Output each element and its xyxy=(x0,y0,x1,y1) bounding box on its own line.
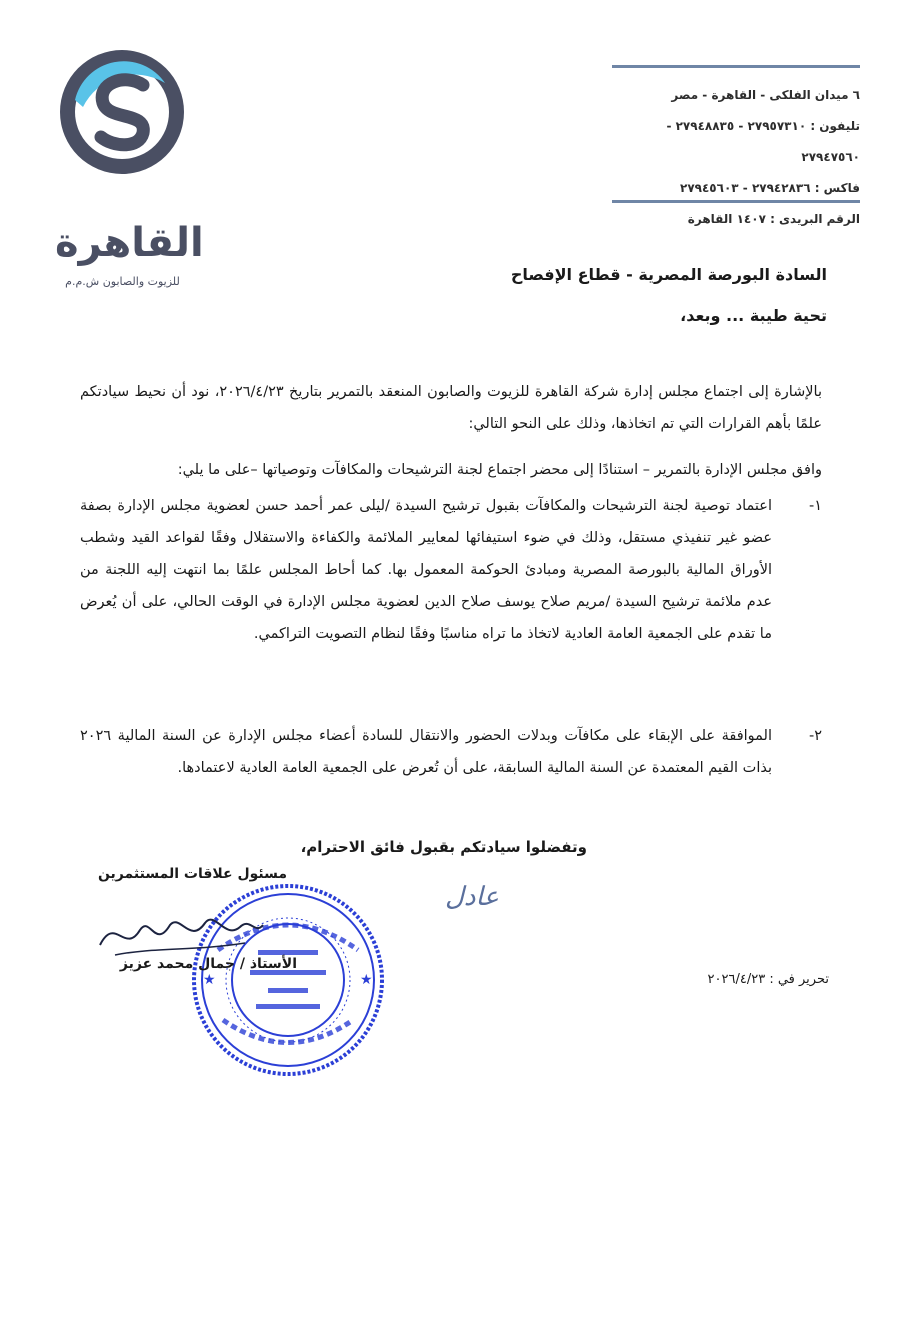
handwritten-note: عادل xyxy=(445,882,499,912)
decision-number: ١- xyxy=(808,498,822,514)
decision-item xyxy=(80,490,822,720)
contact-postal: الرقم البريدى : ١٤٠٧ القاهرة xyxy=(687,212,860,226)
contact-phone: تليفون : ٢٧٩٥٧٣١٠ - ٢٧٩٤٨٨٣٥ - ٢٧٩٤٧٥٦٠ xyxy=(666,119,860,164)
contact-address: ٦ ميدان الفلكى - القاهرة - مصر xyxy=(671,88,860,102)
contact-top-rule xyxy=(612,65,860,68)
decision-text: اعتماد توصية لجنة الترشيحات والمكافآت بقبول ترشيح السيدة /ليلى عمر أحمد حسن لعضوية مجلس الإدارة بصفة عضو غير تنفيذي مستقل، وذلك في ضوء استيفائها لمعايير الملائمة والكفاءة والاستقلال وفقًا لقواعد القيد وشطب الأوراق المالية بالبورصة المصرية ومبادئ الحوكمة المعمول بها. كما أحاط المجلس علمًا بما انتهت إليه اللجنة من عدم ملائمة ترشيح السيدة /مريم صلاح يوسف صلاح الدين لعضوية مجلس الإدارة في الوقت الحالي، على أن يُعرض ما تقدم على الجمعية العامة العادية لاتخاذ ما تراه مناسبًا وفقًا لنظام التصويت التراكمي. xyxy=(80,498,772,642)
letter-lead: وافق مجلس الإدارة بالتمرير – استنادًا إلى محضر اجتماع لجنة الترشيحات والمكافآت وتوصياتها –على ما يلي: xyxy=(177,462,822,478)
logo-mark-icon xyxy=(55,45,190,180)
letter-closing: وتفضلوا سيادتكم بقبول فائق الاحترام، xyxy=(300,838,587,856)
company-logo xyxy=(55,45,204,288)
decision-number: ٢- xyxy=(808,728,822,744)
letter-addressee: السادة البورصة المصرية - قطاع الإفصاح xyxy=(510,265,827,284)
signatory-title: مسئول علاقات المستثمرين xyxy=(97,866,287,882)
logo-tagline: للزيوت والصابون ش.م.م xyxy=(65,275,180,288)
contact-fax: فاكس : ٢٧٩٤٢٨٣٦ - ٢٧٩٤٥٦٠٣ xyxy=(680,181,860,195)
letter-date: تحرير في : ٢٠٢٦/٤/٢٣ xyxy=(707,972,829,987)
letter-greeting: تحية طيبة ... وبعد، xyxy=(680,306,827,325)
signatory-name: الأستاذ / جمال محمد عزيز xyxy=(119,956,297,972)
contact-block xyxy=(612,80,860,235)
letter-intro: بالإشارة إلى اجتماع مجلس إدارة شركة القاهرة للزيوت والصابون المنعقد بالتمرير بتاريخ ٢٠٢٦/٤/٢٣، نود أن نحيط سيادتكم علمًا بأهم القرارات التي تم اتخاذها، وذلك على النحو التالي: xyxy=(80,384,823,432)
decision-item xyxy=(80,720,822,830)
svg-text:★: ★ xyxy=(360,972,373,988)
contact-bottom-rule xyxy=(612,200,860,203)
logo-name: القاهرة xyxy=(55,220,204,266)
svg-text:★: ★ xyxy=(203,972,216,988)
decision-text: الموافقة على الإبقاء على مكافآت وبدلات الحضور والانتقال للسادة أعضاء مجلس الإدارة عن السنة المالية ٢٠٢٦ بذات القيم المعتمدة عن السنة المالية السابقة، على أن تُعرض على الجمعية العامة العادية لاعتمادها. xyxy=(80,728,772,776)
